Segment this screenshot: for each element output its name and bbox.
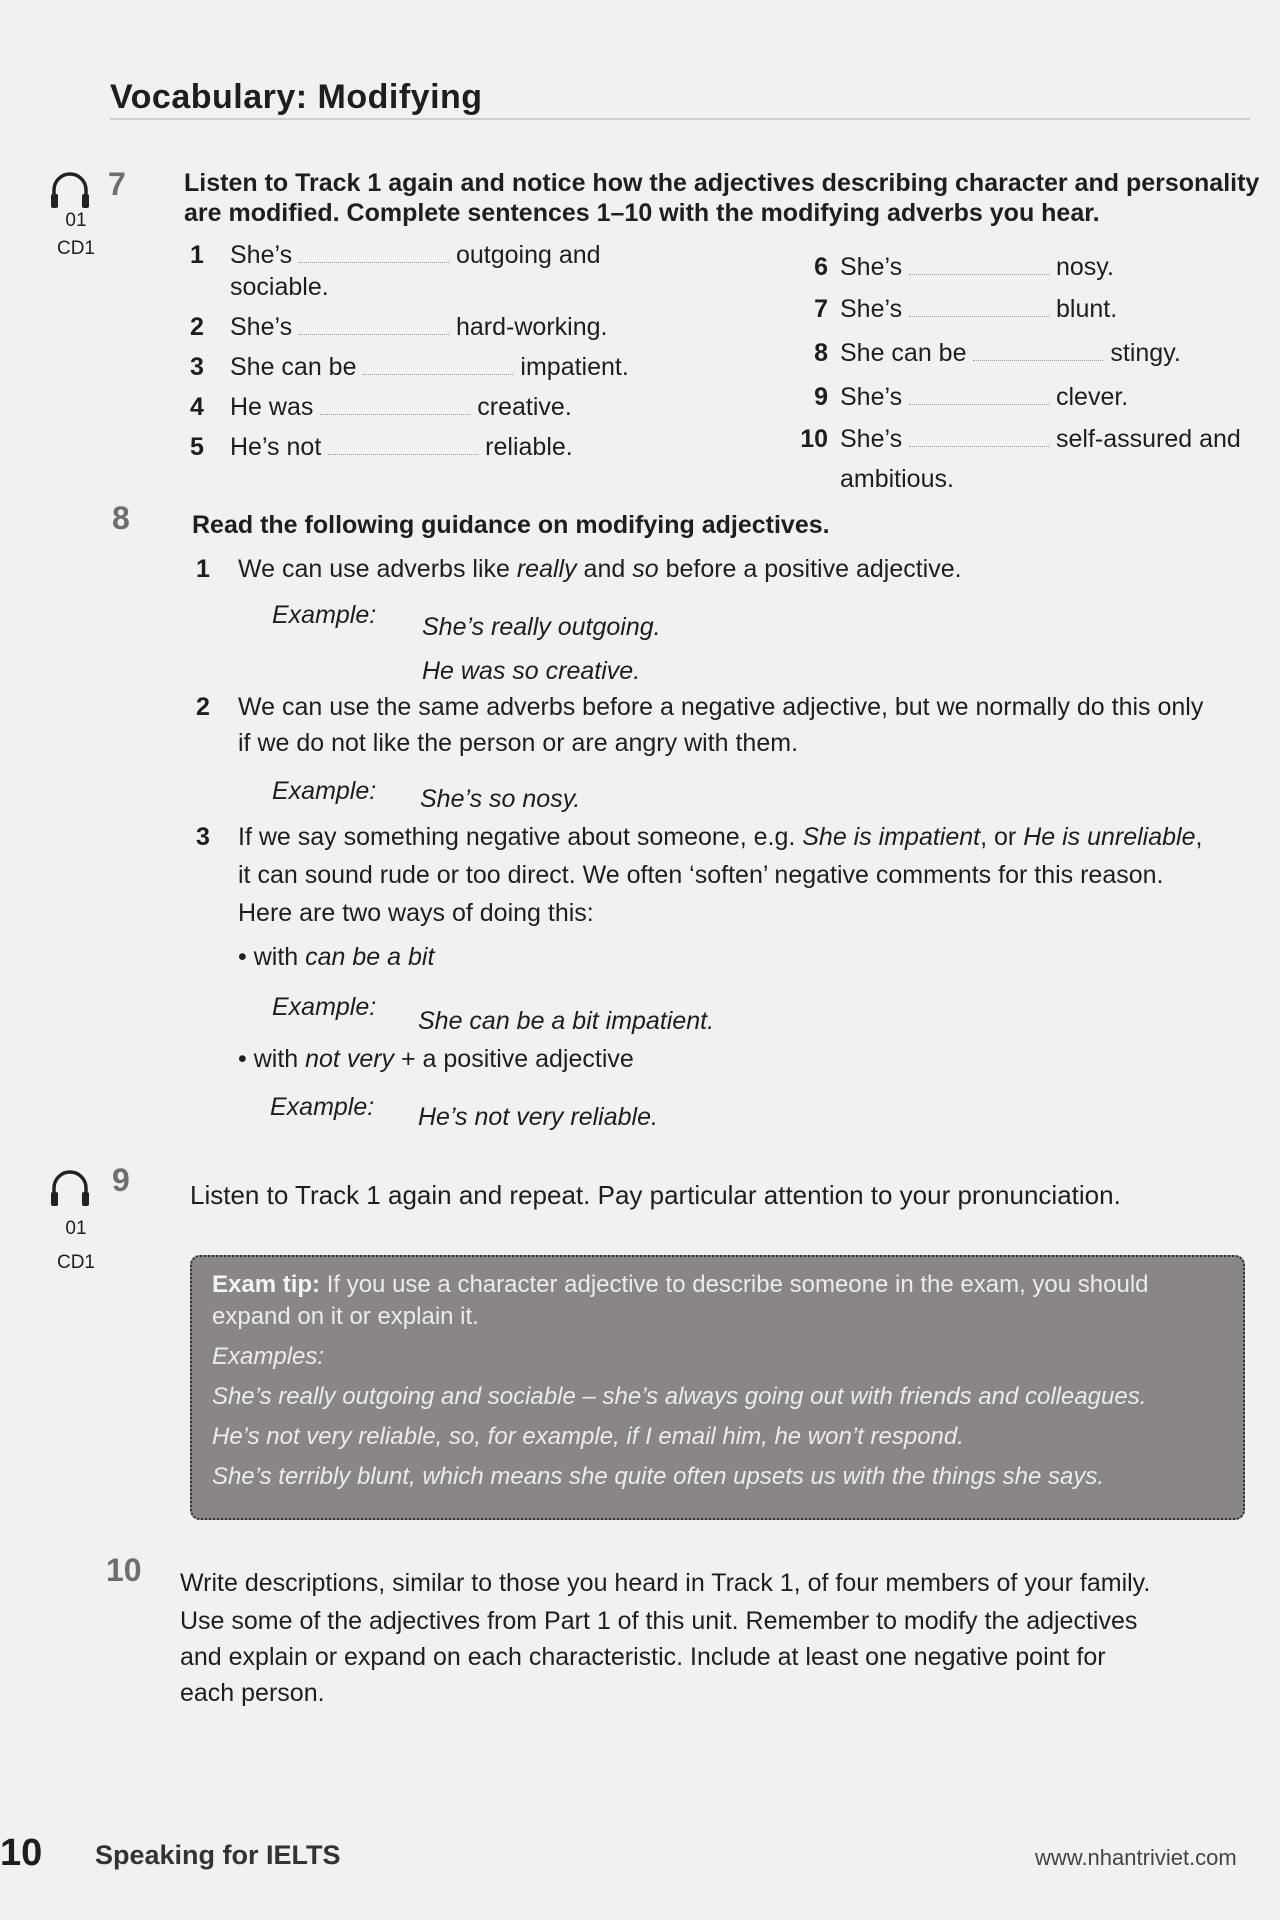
section-title: Vocabulary: Modifying	[110, 78, 483, 116]
headphones-icon	[48, 1166, 92, 1210]
title-divider	[110, 118, 1250, 120]
track-number: 01	[65, 210, 87, 231]
answer-blank-9[interactable]	[909, 382, 1049, 405]
answer-blank-7[interactable]	[909, 294, 1049, 317]
sentence-item-10: 10 She’s self-assured and	[800, 425, 1241, 453]
sentence-item-4: 4 He was creative.	[190, 393, 572, 421]
headphones-icon	[48, 168, 92, 212]
exam-tip-example-2: He’s not very reliable, so, for example, if I email him, he won’t respond.	[212, 1423, 964, 1450]
exercise-8-instruction: Read the following guidance on modifying adjectives.	[192, 511, 830, 539]
exam-tip-line1: Exam tip: If you use a character adjective to describe someone in the exam, you should	[212, 1271, 1149, 1298]
sentence-item-8: 8 She can be stingy.	[814, 339, 1181, 367]
guidance-2-line1: 2 We can use the same adverbs before a negative adjective, but we normally do this only	[196, 693, 1204, 721]
page-number: 10	[0, 1832, 43, 1874]
exercise-8-number: 8	[112, 500, 130, 536]
guidance-3-example-label-1: Example:	[272, 993, 377, 1021]
cd-label: CD1	[56, 238, 95, 259]
exercise-7-number: 7	[108, 166, 126, 202]
sentence-item-2: 2 She’s hard-working.	[190, 313, 608, 341]
bullet-icon: •	[238, 943, 247, 971]
guidance-2-example-label: Example:	[272, 777, 377, 805]
sentence-item-5: 5 He’s not reliable.	[190, 433, 573, 461]
exam-tip-example-1: She’s really outgoing and sociable – she’s always going out with friends and colleagues.	[212, 1383, 1147, 1410]
guidance-3-example-1: She can be a bit impatient.	[418, 1007, 715, 1035]
track-number: 01	[65, 1218, 87, 1239]
guidance-3-line1: 3 If we say something negative about someone, e.g. She is impatient, or He is unreliable,	[196, 823, 1203, 851]
exercise-9-instruction: Listen to Track 1 again and repeat. Pay particular attention to your pronunciation.	[190, 1180, 1121, 1210]
guidance-1-example-1: She’s really outgoing.	[422, 613, 661, 641]
sentence-item-1-continuation: sociable.	[230, 273, 329, 301]
exercise-10-line4: each person.	[180, 1679, 325, 1707]
cd-label: CD1	[56, 1252, 95, 1273]
sentence-item-3: 3 She can be impatient.	[190, 353, 629, 381]
answer-blank-3[interactable]	[363, 352, 513, 375]
answer-blank-4[interactable]	[320, 392, 470, 415]
answer-blank-6[interactable]	[909, 252, 1049, 275]
exercise-10-line3: and explain or expand on each characteristic. Include at least one negative point for	[180, 1643, 1106, 1671]
sentence-item-6: 6 She’s nosy.	[814, 253, 1114, 281]
bullet-icon: •	[238, 1045, 247, 1073]
answer-blank-2[interactable]	[299, 312, 449, 335]
exercise-9-number: 9	[112, 1162, 130, 1198]
guidance-2-example-1: She’s so nosy.	[420, 785, 581, 813]
exam-tip-box	[190, 1255, 1245, 1520]
exercise-10-number: 10	[106, 1552, 142, 1588]
guidance-3-example-label-2: Example:	[270, 1093, 375, 1121]
exam-tip-label: Exam tip:	[212, 1271, 321, 1298]
guidance-3-bullet-1: • with can be a bit	[238, 943, 435, 971]
answer-blank-10[interactable]	[909, 424, 1049, 447]
publisher-url: www.nhantriviet.com	[1035, 1845, 1237, 1870]
guidance-3-line3: Here are two ways of doing this:	[238, 899, 594, 927]
guidance-1-example-2: He was so creative.	[422, 657, 641, 685]
exercise-10-line1: Write descriptions, similar to those you heard in Track 1, of four members of your family.	[180, 1569, 1151, 1597]
exam-tip-line2: expand on it or explain it.	[212, 1303, 479, 1330]
exam-tip-examples-label: Examples:	[212, 1343, 325, 1370]
guidance-3-bullet-2: • with not very + a positive adjective	[238, 1045, 634, 1073]
answer-blank-8[interactable]	[973, 338, 1103, 361]
guidance-3-example-2: He’s not very reliable.	[418, 1103, 658, 1131]
sentence-item-1: 1 She’s outgoing and	[190, 241, 601, 269]
guidance-2-line2: if we do not like the person or are angry with them.	[238, 729, 799, 757]
sentence-item-7: 7 She’s blunt.	[814, 295, 1118, 323]
sentence-item-10-continuation: ambitious.	[840, 465, 954, 493]
answer-blank-1[interactable]	[299, 240, 449, 263]
answer-blank-5[interactable]	[328, 432, 478, 455]
exam-tip-example-3: She’s terribly blunt, which means she quite often upsets us with the things she says.	[212, 1463, 1105, 1490]
guidance-1-example-label: Example:	[272, 601, 377, 629]
guidance-3-line2: it can sound rude or too direct. We often ‘soften’ negative comments for this reason.	[238, 861, 1164, 889]
book-title: Speaking for IELTS	[95, 1840, 341, 1870]
guidance-1: 1 We can use adverbs like really and so before a positive adjective.	[196, 555, 962, 583]
exercise-10-line2: Use some of the adjectives from Part 1 of this unit. Remember to modify the adjectives	[180, 1607, 1138, 1635]
exercise-7-instruction-line2: are modified. Complete sentences 1–10 with the modifying adverbs you hear.	[184, 199, 1100, 227]
exercise-7-instruction-line1: Listen to Track 1 again and notice how the adjectives describing character and personality	[184, 169, 1260, 197]
sentence-item-9: 9 She’s clever.	[814, 383, 1129, 411]
